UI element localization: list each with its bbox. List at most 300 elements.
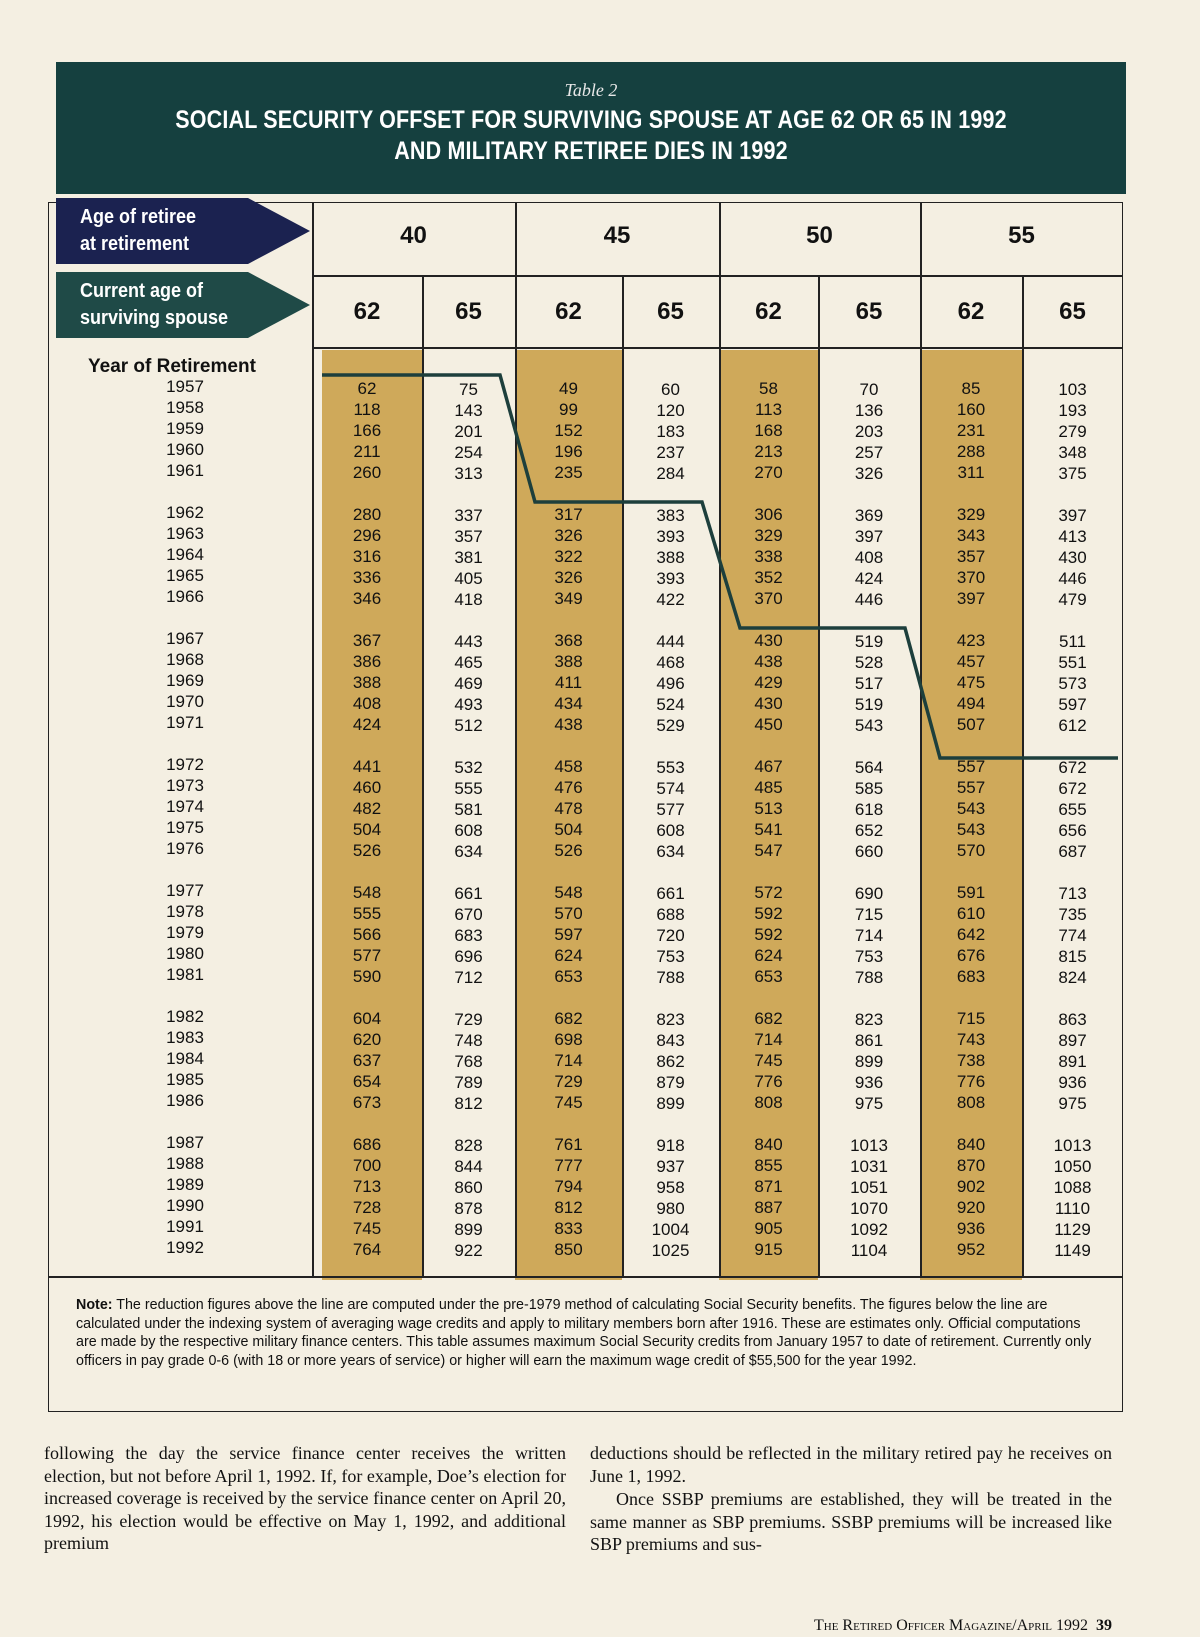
table-cell: 672: [1058, 758, 1087, 777]
year-label: 1970: [166, 692, 204, 711]
table-cell: 676: [956, 946, 986, 965]
table-cell: 788: [656, 968, 685, 987]
table-cell: 899: [454, 1220, 483, 1239]
table-cell: 368: [554, 631, 583, 650]
table-cell: 496: [656, 674, 685, 693]
page-number: 39: [1096, 1617, 1112, 1634]
table-cell: 381: [454, 548, 483, 567]
table-cell: 443: [454, 632, 483, 651]
table-cell: 524: [656, 695, 685, 714]
table-cell: 899: [854, 1052, 884, 1071]
table-cell: 529: [656, 716, 685, 735]
year-label: 1968: [166, 650, 204, 669]
table-cell: 936: [1058, 1073, 1087, 1092]
page-footer: [814, 1617, 1112, 1635]
table-cell: 284: [656, 464, 685, 483]
table-cell: 547: [754, 841, 783, 860]
table-cell: 572: [754, 883, 783, 902]
table-cell: 411: [554, 673, 583, 692]
table-label: Table 2: [564, 80, 618, 100]
table-cell: 745: [554, 1093, 583, 1112]
table-cell: 902: [956, 1177, 986, 1196]
table-cell: 1050: [1053, 1157, 1092, 1176]
table-cell: 555: [454, 779, 483, 798]
table-cell: 429: [754, 673, 783, 692]
table-cell: 386: [352, 652, 382, 671]
table-cell: 231: [956, 421, 986, 440]
table-cell: 370: [956, 568, 986, 587]
table-cell: 764: [352, 1240, 382, 1259]
table-cell: 434: [554, 694, 583, 713]
table-cell: 476: [554, 778, 583, 797]
table-cell: 408: [854, 548, 884, 567]
table-cell: 844: [454, 1157, 483, 1176]
table-cell: 618: [854, 800, 884, 819]
table-cell: 660: [854, 842, 884, 861]
table-cell: 393: [656, 527, 685, 546]
table-cell: 369: [854, 506, 884, 525]
year-label: 1983: [166, 1028, 204, 1047]
year-label: 1960: [166, 440, 204, 459]
table-cell: 438: [754, 652, 783, 671]
year-label: 1986: [166, 1091, 204, 1110]
table-cell: 326: [554, 568, 583, 587]
table-cell: 753: [854, 947, 884, 966]
year-label: 1961: [166, 461, 204, 480]
table-cell: 58: [759, 379, 778, 398]
table-cell: 683: [454, 926, 483, 945]
table-cell: 812: [454, 1094, 483, 1113]
table-cell: 686: [352, 1135, 382, 1154]
table-cell: 897: [1058, 1031, 1087, 1050]
year-label: 1980: [166, 944, 204, 963]
table-cell: 70: [859, 380, 879, 399]
year-label: 1971: [166, 713, 204, 732]
table-cell: 670: [454, 905, 483, 924]
table-cell: 808: [754, 1093, 783, 1112]
table-cell: 553: [656, 758, 685, 777]
table-cell: 493: [454, 695, 483, 714]
table-cell: 905: [754, 1219, 783, 1238]
table-cell: 375: [1058, 464, 1087, 483]
table-cell: 348: [1058, 443, 1087, 462]
table-cell: 383: [656, 506, 685, 525]
table-cell: 118: [353, 400, 381, 419]
table-cell: 823: [656, 1010, 685, 1029]
table-cell: 317: [554, 505, 583, 524]
table-cell: 475: [956, 673, 986, 692]
spouse-age-col-4: 65: [657, 298, 684, 325]
table-cell: 326: [554, 526, 583, 545]
table-cell: 551: [1058, 653, 1087, 672]
table-cell: 823: [854, 1010, 884, 1029]
retiree-age-55: 55: [1008, 222, 1035, 249]
year-label: 1959: [166, 419, 204, 438]
year-label: 1958: [166, 398, 204, 417]
table-cell: 714: [754, 1030, 783, 1049]
table-cell: 422: [656, 590, 685, 609]
table-cell: 1004: [651, 1220, 690, 1239]
table-cell: 577: [656, 800, 685, 819]
table-cell: 322: [554, 547, 583, 566]
table-cell: 808: [956, 1093, 986, 1112]
table-cell: 714: [554, 1051, 583, 1070]
table-cell: 915: [754, 1240, 783, 1259]
year-label: 1988: [166, 1154, 204, 1173]
table-cell: 738: [956, 1051, 986, 1070]
table-cell: 254: [454, 443, 483, 462]
table-cell: 367: [352, 631, 382, 650]
table-cell: 690: [854, 884, 884, 903]
table-cell: 958: [656, 1178, 685, 1197]
table-cell: 413: [1058, 527, 1087, 546]
table-cell: 548: [352, 883, 382, 902]
table-cell: 824: [1058, 968, 1087, 987]
table-cell: 444: [656, 632, 685, 651]
table-cell: 120: [656, 401, 685, 420]
table-cell: 85: [961, 379, 981, 398]
table-cell: 408: [352, 694, 382, 713]
table-cell: 270: [754, 463, 783, 482]
year-label: 1991: [166, 1217, 204, 1236]
table-cell: 457: [956, 652, 986, 671]
table-cell: 656: [1058, 821, 1087, 840]
table-cell: 213: [754, 442, 783, 461]
table-cell: 833: [554, 1219, 583, 1238]
spouse-age-col-5: 62: [755, 298, 782, 325]
table-cell: 99: [559, 400, 578, 419]
table-cell: 469: [454, 674, 483, 693]
table-cell: 753: [656, 947, 685, 966]
table-title: SOCIAL SECURITY OFFSET FOR SURVIVING SPOUSE AT AGE 62 OR 65 IN 1992 AND MILITARY RETIREE DIES IN 1992: [175, 106, 1007, 165]
table-cell: 715: [956, 1009, 986, 1028]
table-cell: 1149: [1054, 1241, 1091, 1260]
table-cell: 75: [459, 380, 478, 399]
table-cell: 494: [956, 694, 986, 713]
table-cell: 424: [854, 569, 884, 588]
spouse-age-col-2: 65: [455, 298, 482, 325]
year-label: 1957: [166, 377, 204, 396]
table-cell: 467: [754, 757, 783, 776]
table-cell: 260: [352, 463, 382, 482]
spouse-age-col-1: 62: [353, 298, 381, 325]
year-label: 1976: [166, 839, 204, 858]
table-cell: 405: [454, 569, 483, 588]
table-cell: 388: [352, 673, 382, 692]
table-cell: 1070: [850, 1199, 888, 1218]
table-cell: 485: [754, 778, 783, 797]
table-cell: 237: [656, 443, 685, 462]
table-cell: 201: [454, 422, 483, 441]
table-cell: 642: [956, 925, 986, 944]
table-cell: 519: [854, 695, 884, 714]
year-label: 1987: [166, 1133, 204, 1152]
year-label: 1974: [166, 797, 204, 816]
spouse-age-header: Current age of surviving spouse: [56, 272, 312, 338]
table-cell: 581: [454, 800, 483, 819]
table-cell: 672: [1058, 779, 1087, 798]
table-cell: 713: [1058, 884, 1087, 903]
table-cell: 891: [1058, 1052, 1087, 1071]
year-label: 1969: [166, 671, 204, 690]
table-cell: 712: [454, 968, 483, 987]
table-cell: 526: [352, 841, 382, 860]
year-label: 1985: [166, 1070, 204, 1089]
table-cell: 326: [854, 464, 884, 483]
retiree-age-50: 50: [806, 222, 833, 249]
table-cell: 166: [352, 421, 382, 440]
table-cell: 828: [454, 1136, 483, 1155]
table-cell: 329: [754, 526, 783, 545]
table-cell: 337: [454, 506, 483, 525]
table-cell: 430: [754, 631, 783, 650]
table-cell: 975: [854, 1094, 884, 1113]
table-cell: 887: [754, 1198, 783, 1217]
year-label: 1972: [166, 755, 204, 774]
table-cell: 637: [352, 1051, 382, 1070]
table-cell: 446: [854, 590, 884, 609]
table-cell: 557: [956, 757, 986, 776]
table-cell: 634: [454, 842, 483, 861]
table-cell: 60: [661, 380, 680, 399]
table-cell: 918: [656, 1136, 685, 1155]
table-cell: 543: [956, 799, 986, 818]
table-cell: 776: [956, 1072, 986, 1091]
table-cell: 713: [352, 1177, 382, 1196]
table-cell: 748: [454, 1031, 483, 1050]
table-cell: 313: [454, 464, 483, 483]
table-cell: 532: [454, 758, 483, 777]
table-cell: 774: [1058, 926, 1087, 945]
table-cell: 688: [656, 905, 685, 924]
table-cell: 388: [554, 652, 583, 671]
table-cell: 280: [352, 505, 382, 524]
year-label: 1964: [166, 545, 204, 564]
table-cell: 557: [956, 778, 986, 797]
body-column-left: following the day the service finance center receives the written election, but not before April 1, 1992. If, for example, Doe’s election for increased coverage is received by the service finance center on April 20, 1992, his election would be effective on May 1, 1992, and additional premium: [44, 1443, 566, 1554]
table-cell: 608: [454, 821, 483, 840]
table-cell: 860: [454, 1178, 483, 1197]
table-cell: 450: [754, 715, 783, 734]
table-cell: 113: [754, 400, 783, 419]
table-cell: 388: [656, 548, 685, 567]
year-label: 1984: [166, 1049, 204, 1068]
table-cell: 612: [1058, 716, 1087, 735]
year-label: 1992: [166, 1238, 204, 1257]
table-cell: 479: [1058, 590, 1087, 609]
year-label: 1965: [166, 566, 204, 585]
table-cell: 296: [352, 526, 382, 545]
table-cell: 541: [754, 820, 783, 839]
retiree-age-40: 40: [400, 222, 427, 249]
table-cell: 682: [754, 1009, 783, 1028]
table-note: [76, 1296, 1092, 1370]
year-label: 1979: [166, 923, 204, 942]
retiree-age-header: Age of retiree at retirement: [56, 198, 312, 264]
table-cell: 397: [956, 589, 986, 608]
table-cell: 311: [957, 463, 985, 482]
table-cell: 418: [454, 590, 483, 609]
table-cell: 696: [454, 947, 483, 966]
table-cell: 840: [956, 1135, 986, 1154]
table-cell: 397: [1058, 506, 1087, 525]
table-cell: 698: [554, 1030, 583, 1049]
table-cell: 393: [656, 569, 685, 588]
table-cell: 336: [352, 568, 382, 587]
table-cell: 346: [352, 589, 382, 608]
table-cell: 715: [854, 905, 884, 924]
table-cell: 306: [754, 505, 783, 524]
table-cell: 235: [554, 463, 583, 482]
table-cell: 863: [1058, 1010, 1087, 1029]
table-cell: 136: [854, 401, 884, 420]
table-cell: 920: [956, 1198, 986, 1217]
table-cell: 338: [754, 547, 783, 566]
table-cell: 729: [554, 1072, 583, 1091]
table-cell: 526: [554, 841, 583, 860]
table-cell: 840: [754, 1135, 783, 1154]
table-cell: 574: [656, 779, 685, 798]
spouse-age-col-6: 65: [855, 298, 883, 325]
table-cell: 899: [656, 1094, 685, 1113]
table-cell: 608: [656, 821, 685, 840]
table-cell: 1110: [1054, 1199, 1091, 1218]
table-cell: 683: [956, 967, 986, 986]
note-label: Note:: [76, 1297, 113, 1313]
year-label: 1989: [166, 1175, 204, 1194]
table-cell: 458: [554, 757, 583, 776]
table-cell: 511: [1058, 632, 1087, 651]
table-cell: 590: [352, 967, 382, 986]
table-cell: 777: [554, 1156, 583, 1175]
table-cell: 652: [854, 821, 884, 840]
retiree-age-45: 45: [603, 222, 631, 249]
table-cell: 329: [956, 505, 986, 524]
table-cell: 610: [956, 904, 986, 923]
table-cell: 743: [956, 1030, 986, 1049]
table-cell: 430: [754, 694, 783, 713]
table-cell: 570: [956, 841, 986, 860]
table-cell: 661: [656, 884, 685, 903]
table-cell: 855: [754, 1156, 783, 1175]
spouse-age-col-7: 62: [957, 298, 985, 325]
table-cell: 316: [352, 547, 382, 566]
year-label: 1990: [166, 1196, 204, 1215]
table-cell: 1129: [1054, 1220, 1091, 1239]
year-label: 1962: [166, 503, 204, 522]
table-cell: 728: [352, 1198, 382, 1217]
table-cell: 357: [956, 547, 986, 566]
table-cell: 424: [352, 715, 382, 734]
table-cell: 543: [956, 820, 986, 839]
table-cell: 288: [956, 442, 986, 461]
table-cell: 349: [554, 589, 583, 608]
table-cell: 143: [454, 401, 483, 420]
table-cell: 1013: [850, 1136, 888, 1155]
table-cell: 878: [454, 1199, 483, 1218]
table-cell: 460: [352, 778, 382, 797]
year-label: 1978: [166, 902, 204, 921]
table-cell: 720: [656, 926, 685, 945]
table-cell: 871: [754, 1177, 783, 1196]
table-cell: 936: [956, 1219, 986, 1238]
table-cell: 1025: [651, 1241, 690, 1260]
table-cell: 745: [754, 1051, 783, 1070]
table-cell: 1092: [850, 1220, 888, 1239]
table-cell: 168: [754, 421, 783, 440]
table-cell: 761: [554, 1135, 583, 1154]
spouse-age-col-3: 62: [555, 298, 582, 325]
year-label: 1963: [166, 524, 204, 543]
table-cell: 397: [854, 527, 884, 546]
table-cell: 624: [554, 946, 583, 965]
table-cell: 700: [352, 1156, 382, 1175]
table-cell: 661: [454, 884, 483, 903]
table-cell: 591: [956, 883, 986, 902]
year-label: 1981: [166, 965, 204, 984]
table-cell: 1051: [850, 1178, 888, 1197]
table-cell: 1031: [850, 1157, 888, 1176]
table-cell: 438: [554, 715, 583, 734]
table-cell: 768: [454, 1052, 483, 1071]
table-cell: 673: [352, 1093, 382, 1112]
table-cell: 1104: [850, 1241, 888, 1260]
table-cell: 513: [754, 799, 783, 818]
table-cell: 980: [656, 1199, 685, 1218]
table-cell: 655: [1058, 800, 1087, 819]
table-cell: 735: [1058, 905, 1087, 924]
table-cell: 604: [352, 1009, 382, 1028]
table-cell: 548: [554, 883, 583, 902]
year-label: 1975: [166, 818, 204, 837]
table-cell: 975: [1058, 1094, 1087, 1113]
table-cell: 196: [554, 442, 583, 461]
table-cell: 543: [854, 716, 884, 735]
table-cell: 430: [1058, 548, 1087, 567]
year-label: 1982: [166, 1007, 204, 1026]
body-column-right: deductions should be reflected in the military retired pay he receives on June 1, 1992. Once SSBP premiums are established, they will be treated in the same manner as SBP premiums. SSBP premiums will be increased like SBP premiums and sus-: [590, 1443, 1112, 1555]
table-cell: 861: [854, 1031, 884, 1050]
table-cell: 682: [554, 1009, 583, 1028]
table-cell: 776: [754, 1072, 783, 1091]
year-label: 1973: [166, 776, 204, 795]
table-cell: 203: [854, 422, 884, 441]
table-cell: 193: [1058, 401, 1087, 420]
table-cell: 519: [854, 632, 884, 651]
table-cell: 423: [956, 631, 986, 650]
magazine-title: The Retired Officer Magazine/April 1992: [814, 1617, 1088, 1634]
table-cell: 577: [352, 946, 382, 965]
year-label: 1977: [166, 881, 204, 900]
table-cell: 257: [854, 443, 884, 462]
table-cell: 620: [352, 1030, 382, 1049]
table-cell: 653: [554, 967, 583, 986]
table-cell: 517: [854, 674, 884, 693]
table-cell: 729: [454, 1010, 483, 1029]
table-cell: 570: [554, 904, 583, 923]
table-cell: 160: [956, 400, 986, 419]
year-label: 1967: [166, 629, 204, 648]
table-cell: 482: [352, 799, 382, 818]
table-cell: 634: [656, 842, 685, 861]
table-cell: 788: [854, 968, 884, 987]
table-cell: 152: [554, 421, 583, 440]
table-cell: 624: [754, 946, 783, 965]
table-cell: 504: [554, 820, 583, 839]
table-cell: 687: [1058, 842, 1087, 861]
table-cell: 512: [454, 716, 483, 735]
table-cell: 183: [656, 422, 685, 441]
